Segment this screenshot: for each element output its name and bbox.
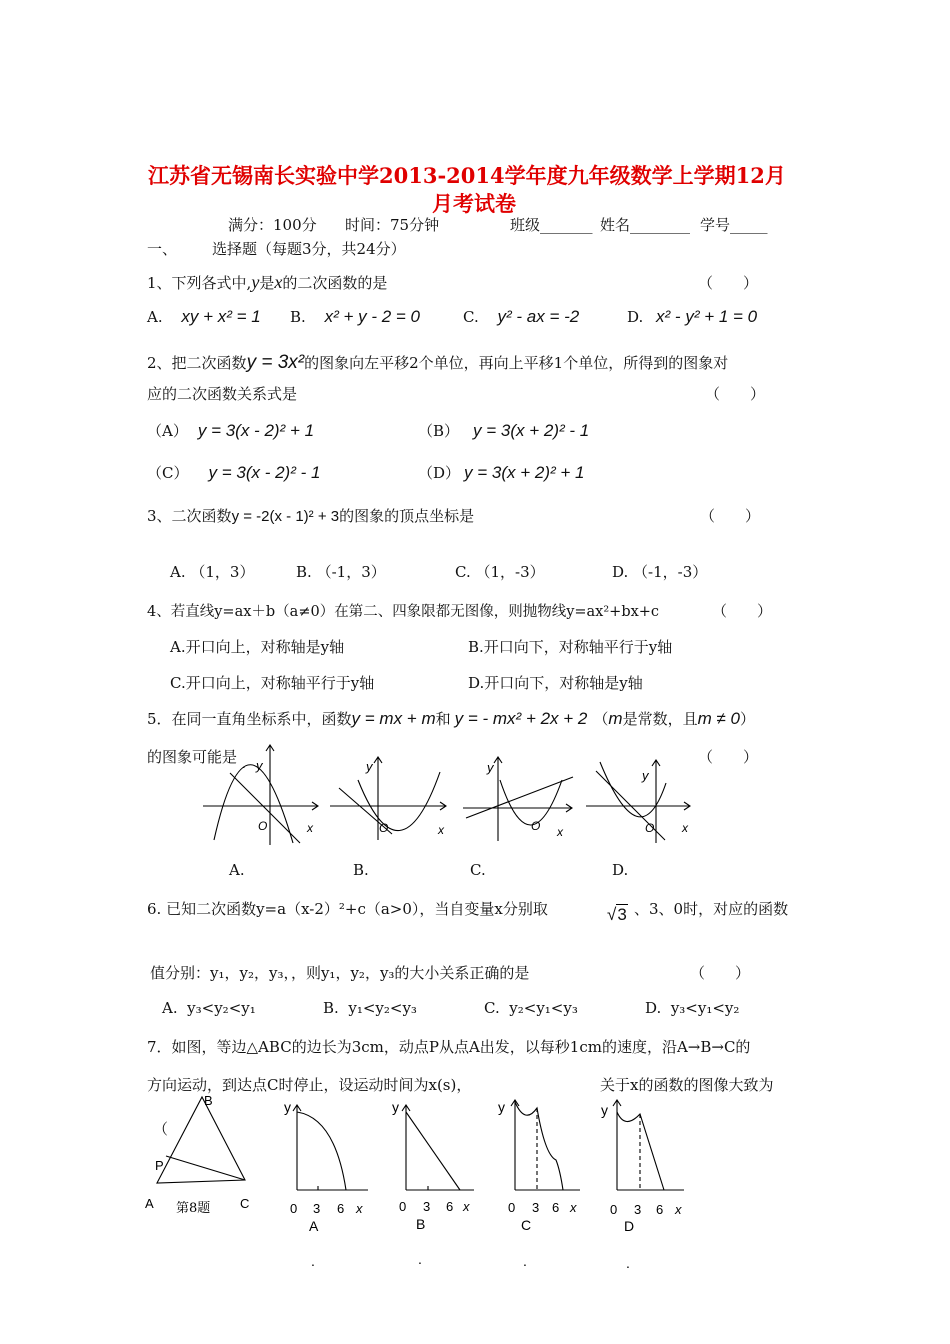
q1-option-a-label: A. [147,308,163,326]
q3-text-b: 的图象的顶点坐标是 [339,507,475,525]
tick-3: 3 [634,1202,642,1217]
q4-option-d-text: 开口向下，对称轴是y轴 [484,674,643,692]
q5-text-a: 5．在同一直角坐标系中，函数 [147,710,352,728]
q2-text-c: 应的二次函数关系式是 [147,385,298,403]
tick-0: 0 [290,1201,298,1216]
q4-option-a-label: A. [170,638,186,656]
vertex-c-label: C [240,1196,250,1211]
origin-label: O [258,819,268,833]
y-label: y [256,758,263,773]
q3-number: 3、 [147,507,172,525]
q5-label-b[interactable]: B. [353,861,369,879]
tick-0: 0 [508,1200,516,1215]
q3-option-b-label: B. [296,563,312,581]
q6-option-d-expr: y₃<y₁<y₂ [670,999,740,1017]
page-title-line2: 月考试卷 [432,191,516,216]
question-7-text-c: 关于x的函数的图像大致为 [600,1076,774,1094]
q6-option-c-expr: y₂<y₁<y₃ [509,999,578,1017]
q1-option-d-label: D. [627,308,644,326]
q4-option-c-label: C. [170,674,186,692]
x-label: x [463,1199,470,1214]
q2-option-c-label: （C） [147,464,189,482]
question-7-text-b: 方向运动，到达点C时停止，设运动时间为x(s)， [147,1076,472,1094]
q4-option-d-label: D. [468,674,485,692]
y-label: y [498,1099,505,1115]
q1-option-a-expr: xy + x² = 1 [181,307,261,326]
q3-text-a: 二次函数 [171,507,232,525]
section-number: 一、 [147,240,178,258]
student-number-field[interactable]: 学号_____ [700,216,768,234]
q1-var-y: y [251,272,260,292]
q2-text-b: 的图象向左平移2个单位，再向上平移1个单位，所得到的图象对 [304,354,729,372]
q3-option-b-expr: （-1，3） [316,563,386,581]
q6-sqrt-value: 3 [617,905,627,924]
q5-text-b: 和 [435,710,451,728]
q5-expr1: y = mx + m [351,709,436,728]
segment-pc [166,1156,245,1180]
q5-label-c[interactable]: C. [470,861,486,879]
page-title: 江苏省无锡南长实验中学2013-2014学年度九年级数学上学期12月 [148,163,786,188]
graph-dot: . [626,1255,630,1271]
q4-option-c-text: 开口向上，对称轴平行于y轴 [185,674,375,692]
q1-text-b: 是 [259,274,275,292]
figure-caption: 第8题 [176,1201,211,1216]
tick-3: 3 [532,1200,540,1215]
y-label: y [642,768,649,783]
q2-option-c-expr: y = 3(x - 2)² - 1 [208,463,321,482]
tick-0: 0 [610,1202,618,1217]
point-p-label: P [155,1158,164,1173]
q1-answer-blank[interactable]: （ ） [698,274,759,292]
q1-var-x: x [274,272,283,292]
q5-answer-blank[interactable]: （ ） [698,748,759,766]
tick-0: 0 [399,1199,407,1214]
q3-option-a-label: A. [170,563,186,581]
q2-expr: y = 3x² [246,352,305,373]
tick-6: 6 [656,1202,664,1217]
tick-3: 3 [313,1201,321,1216]
q1-option-c-label: C. [463,308,479,326]
graph-label-d: D [624,1218,635,1234]
q2-option-d-expr: y = 3(x + 2)² + 1 [464,463,585,482]
x-label: x [682,821,688,835]
graph-label-b: B [416,1216,426,1232]
q2-option-a-label: （A） [147,422,188,440]
q6-option-a-label: A. [162,999,178,1017]
q1-number: 1、 [147,274,172,292]
q2-number: 2、 [147,354,172,372]
q5-text-d: 是常数，且 [622,710,698,728]
q5-label-d[interactable]: D. [612,861,629,879]
q4-option-b-text: 开口向下，对称轴平行于y轴 [483,638,673,656]
q7-graph-a[interactable] [284,1099,368,1269]
q1-text-a: 下列各式中, [171,274,252,292]
graph-dot: . [523,1253,527,1269]
vertex-a-label: A [145,1196,154,1211]
q5-text-f: 的图象可能是 [147,748,238,766]
x-label: x [356,1201,363,1216]
q1-text-c: 的二次函数的是 [282,274,388,292]
tick-6: 6 [446,1199,454,1214]
curve [515,1102,563,1190]
q7-graph-c[interactable] [498,1099,580,1269]
time-info: 时间：75分钟 [345,216,440,234]
y-label: y [366,759,373,774]
q6-option-b-label: B. [323,999,339,1017]
origin-label: O [531,819,541,833]
q5-text-e: ） [740,710,756,728]
origin-label: O [645,821,655,835]
q3-expr: y = -2(x - 1)² + 3 [231,508,340,525]
q3-option-c-expr: （1，-3） [475,563,545,581]
q5-condition: m ≠ 0 [697,709,740,728]
q6-option-a-expr: y₃<y₂<y₁ [187,999,256,1017]
q5-var-m: m [608,709,623,728]
q2-answer-blank[interactable]: （ ） [705,385,766,403]
x-label: x [438,823,444,837]
q7-graph-d[interactable] [601,1100,684,1271]
q6-option-d-label: D. [645,999,662,1017]
q1-option-d-expr: x² - y² + 1 = 0 [656,307,758,326]
x-label: x [570,1200,577,1215]
q6-sqrt: √3 [607,905,627,924]
q3-option-d-expr: （-1，-3） [633,563,708,581]
q3-option-d-label: D. [612,563,629,581]
triangle-figure [145,1093,249,1216]
graph-label-a: A [309,1218,319,1234]
q6-option-b-expr: y₁<y₂<y₃ [348,999,417,1017]
y-label: y [284,1099,291,1115]
q3-answer-blank[interactable]: （ ） [700,507,761,525]
q2-option-b-expr: y = 3(x + 2)² - 1 [473,421,590,440]
tick-3: 3 [423,1199,431,1214]
q6-answer-blank[interactable]: （ ） [690,964,751,982]
vertex-b-label: B [204,1093,213,1108]
q6-option-c-label: C. [484,999,500,1017]
y-label: y [487,760,494,775]
origin-label: O [379,821,389,835]
triangle-abc [157,1097,245,1183]
x-label: x [557,825,563,839]
q5-expr2: y = - mx² + 2x + 2 [454,709,588,728]
tick-6: 6 [552,1200,560,1215]
q3-option-c-label: C. [455,563,471,581]
x-label: x [675,1202,682,1217]
graph-dot: . [418,1251,422,1267]
line [406,1112,460,1190]
q2-text-a: 把二次函数 [171,354,247,372]
q5-text-c: （ [593,710,609,728]
score-info: 满分：100分 [228,216,317,234]
question-7-text-d: （ [153,1120,169,1138]
name-field[interactable]: 姓名________ [600,216,691,234]
y-label: y [392,1099,399,1115]
q3-option-a-expr: （1，3） [190,563,255,581]
class-field[interactable]: 班级_______ [510,216,593,234]
q4-option-b-label: B. [468,638,484,656]
q2-option-d-label: （D） [418,464,461,482]
section-heading: 选择题（每题3分，共24分） [212,240,406,258]
question-6-text-b: 、3、0时，对应的函数 [634,900,789,918]
q1-option-c-expr: y² - ax = -2 [497,307,580,326]
graph-dot: . [311,1253,315,1269]
question-6-text-a: 6. 已知二次函数y=a（x-2）²+c（a>0），当自变量x分别取 [147,900,548,918]
q4-answer-blank[interactable]: （ ） [712,602,773,620]
y-label: y [601,1102,608,1118]
curve [297,1112,346,1190]
graph-dot: . [242,756,246,771]
tick-6: 6 [337,1201,345,1216]
q2-option-a-expr: y = 3(x - 2)² + 1 [197,421,315,440]
graph-label-c: C [521,1217,532,1233]
q4-option-a-text: 开口向上，对称轴是y轴 [185,638,345,656]
q7-graph-b[interactable] [392,1099,474,1267]
question-7-text-a: 7．如图，等边△ABC的边长为3cm，动点P从点A出发，以每秒1cm的速度，沿A→B→C的 [147,1038,751,1056]
q1-option-b-expr: x² + y - 2 = 0 [324,307,421,326]
q2-option-b-label: （B） [418,422,460,440]
x-label: x [307,821,313,835]
question-6-text-c: 值分别：y₁，y₂，y₃，，则y₁，y₂，y₃的大小关系正确的是 [150,964,530,982]
q5-label-a[interactable]: A. [229,861,245,879]
q1-option-b-label: B. [290,308,306,326]
question-4: 4、若直线y=ax＋b（a≠0）在第二、四象限都无图像，则抛物线y=ax²+bx+c [147,604,660,620]
